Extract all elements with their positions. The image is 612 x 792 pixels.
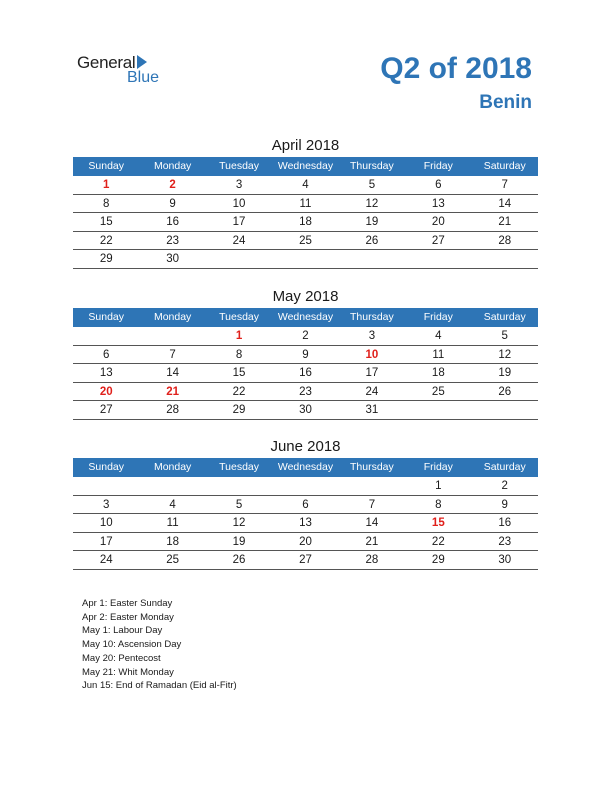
day-cell: 11	[166, 517, 179, 529]
week-row	[73, 477, 538, 496]
day-cell: 5	[368, 179, 376, 191]
country-name: Benin	[479, 92, 532, 113]
empty-day-cell	[405, 250, 471, 268]
empty-day-cell	[272, 250, 338, 268]
month-may	[73, 286, 538, 420]
week-row	[73, 383, 538, 402]
day-cell: 18	[431, 367, 445, 379]
day-cell: 12	[365, 197, 379, 210]
day-cell: 8	[435, 498, 442, 511]
day-cell: 27	[99, 404, 113, 416]
weekday-header: Saturday	[483, 461, 526, 473]
day-cell: 24	[232, 234, 246, 247]
day-cell: 15	[431, 517, 445, 529]
day-cell: 4	[302, 179, 309, 191]
day-cell: 8	[103, 197, 110, 210]
day-cell: 25	[299, 234, 312, 247]
day-cell: 7	[169, 348, 176, 361]
day-cell: 24	[365, 385, 379, 398]
day-cell: 18	[299, 216, 312, 228]
day-cell: 23	[299, 385, 312, 398]
day-cell: 28	[498, 234, 512, 247]
holiday-item: Jun 15: End of Ramadan (Eid al-Fitr)	[82, 680, 237, 692]
day-cell: 28	[166, 404, 180, 416]
day-cell: 5	[235, 498, 243, 511]
day-cell: 20	[299, 535, 312, 548]
weekday-header: Sunday	[88, 461, 125, 473]
weekday-header: Thursday	[350, 160, 394, 172]
weekday-header: Tuesday	[219, 160, 259, 172]
day-cell: 4	[169, 498, 176, 511]
weekday-header: Saturday	[483, 160, 526, 172]
day-cell: 17	[365, 367, 379, 379]
week-row	[73, 213, 538, 232]
holiday-item: May 1: Labour Day	[82, 625, 163, 637]
week-row	[73, 496, 538, 515]
empty-day-cell	[339, 250, 405, 268]
day-cell: 14	[166, 367, 180, 379]
week-row	[73, 232, 538, 251]
empty-day-cell	[206, 250, 272, 268]
day-cell: 20	[99, 385, 113, 398]
day-cell: 9	[302, 348, 309, 361]
weekday-header: Wednesday	[277, 311, 334, 323]
day-cell: 20	[431, 216, 445, 228]
month-june	[73, 436, 538, 570]
week-row	[73, 176, 538, 195]
empty-day-cell	[405, 401, 471, 419]
day-cell: 10	[232, 197, 246, 210]
day-cell: 25	[431, 385, 445, 398]
day-cell: 25	[166, 554, 180, 566]
week-row	[73, 514, 538, 533]
weekday-header: Thursday	[350, 461, 394, 473]
day-cell: 30	[498, 554, 512, 566]
day-cell: 24	[99, 554, 113, 566]
day-cell: 23	[498, 535, 512, 548]
weekday-header: Sunday	[88, 160, 125, 172]
day-cell: 9	[169, 197, 176, 210]
day-cell: 17	[99, 535, 113, 548]
day-cell: 16	[166, 216, 180, 228]
weekday-header: Monday	[153, 160, 192, 172]
weekday-header-row	[73, 308, 538, 327]
month-title: June 2018	[270, 438, 341, 455]
day-cell: 29	[431, 554, 445, 566]
empty-day-cell	[206, 477, 272, 495]
brand-logo	[77, 53, 177, 93]
weekday-header: Wednesday	[277, 461, 334, 473]
empty-day-cell	[73, 477, 139, 495]
day-cell: 22	[431, 535, 445, 548]
day-cell: 16	[299, 367, 312, 379]
weekday-header: Friday	[423, 160, 453, 172]
day-cell: 17	[232, 216, 246, 228]
day-cell: 10	[99, 517, 113, 529]
day-cell: 27	[431, 234, 445, 247]
day-cell: 8	[235, 348, 243, 361]
holiday-item: May 20: Pentecost	[82, 652, 161, 664]
day-cell: 30	[299, 404, 312, 416]
empty-day-cell	[139, 477, 205, 495]
day-cell: 21	[166, 385, 180, 398]
week-row	[73, 250, 538, 269]
day-cell: 30	[166, 253, 180, 265]
weekday-header: Monday	[153, 461, 192, 473]
day-cell: 13	[299, 517, 312, 529]
day-cell: 29	[232, 404, 246, 416]
logo-triangle-icon	[137, 55, 147, 69]
day-cell: 9	[501, 498, 508, 511]
day-cell: 4	[435, 330, 442, 342]
week-row	[73, 364, 538, 383]
weekday-header: Wednesday	[277, 160, 334, 172]
day-cell: 22	[232, 385, 246, 398]
weekday-header: Saturday	[483, 311, 526, 323]
day-cell: 26	[498, 385, 512, 398]
day-cell: 7	[368, 498, 376, 511]
holiday-item: May 21: Whit Monday	[82, 666, 174, 678]
day-cell: 1	[103, 179, 110, 191]
day-cell: 11	[432, 348, 445, 361]
day-cell: 13	[99, 367, 113, 379]
day-cell: 12	[232, 517, 246, 529]
day-cell: 28	[365, 554, 379, 566]
day-cell: 16	[498, 517, 512, 529]
day-cell: 3	[235, 179, 243, 191]
day-cell: 12	[498, 348, 512, 361]
day-cell: 6	[435, 179, 442, 191]
page-title: Q2 of 2018	[380, 52, 532, 85]
empty-day-cell	[139, 327, 205, 345]
weekday-header-row	[73, 157, 538, 176]
day-cell: 2	[501, 480, 508, 492]
day-cell: 11	[299, 197, 312, 210]
logo-blue-text: Blue	[127, 69, 160, 86]
week-row	[73, 401, 538, 420]
empty-day-cell	[73, 327, 139, 345]
day-cell: 6	[103, 348, 110, 361]
month-april	[73, 135, 538, 269]
day-cell: 1	[235, 330, 243, 342]
day-cell: 10	[365, 348, 379, 361]
weekday-header: Friday	[423, 461, 453, 473]
day-cell: 18	[166, 535, 180, 548]
day-cell: 3	[368, 330, 376, 342]
week-row	[73, 195, 538, 214]
day-cell: 3	[103, 498, 110, 511]
empty-day-cell	[472, 250, 538, 268]
holiday-list	[82, 597, 237, 693]
weekday-header-row	[73, 458, 538, 477]
week-row	[73, 533, 538, 552]
weekday-header: Thursday	[350, 311, 394, 323]
week-row	[73, 346, 538, 365]
month-title: April 2018	[271, 137, 340, 154]
day-cell: 15	[99, 216, 113, 228]
empty-day-cell	[472, 401, 538, 419]
week-row	[73, 551, 538, 570]
day-cell: 31	[365, 404, 379, 416]
weekday-header: Tuesday	[219, 461, 259, 473]
day-cell: 13	[431, 197, 445, 210]
day-cell: 22	[99, 234, 113, 247]
month-title: May 2018	[272, 288, 339, 305]
day-cell: 7	[501, 179, 508, 191]
weekday-header: Monday	[153, 311, 192, 323]
weekday-header: Sunday	[88, 311, 125, 323]
holiday-item: Apr 2: Easter Monday	[82, 611, 174, 623]
weekday-header: Friday	[423, 311, 453, 323]
day-cell: 27	[299, 554, 312, 566]
day-cell: 14	[498, 197, 512, 210]
holiday-item: May 10: Ascension Day	[82, 639, 182, 651]
day-cell: 19	[365, 216, 379, 228]
day-cell: 19	[232, 535, 246, 548]
day-cell: 14	[365, 517, 379, 529]
week-row	[73, 327, 538, 346]
day-cell: 15	[232, 367, 246, 379]
holiday-item: Apr 1: Easter Sunday	[82, 598, 173, 609]
day-cell: 26	[365, 234, 379, 247]
day-cell: 5	[501, 330, 508, 342]
day-cell: 26	[232, 554, 246, 566]
day-cell: 6	[302, 498, 309, 511]
day-cell: 1	[435, 480, 442, 492]
day-cell: 23	[166, 234, 180, 247]
day-cell: 2	[302, 330, 309, 342]
weekday-header: Tuesday	[219, 311, 259, 323]
day-cell: 19	[498, 367, 512, 379]
empty-day-cell	[339, 477, 405, 495]
empty-day-cell	[272, 477, 338, 495]
day-cell: 21	[498, 216, 512, 228]
logo-general-text: General	[77, 53, 136, 72]
day-cell: 29	[99, 253, 113, 265]
day-cell: 21	[365, 535, 379, 548]
day-cell: 2	[169, 179, 176, 191]
